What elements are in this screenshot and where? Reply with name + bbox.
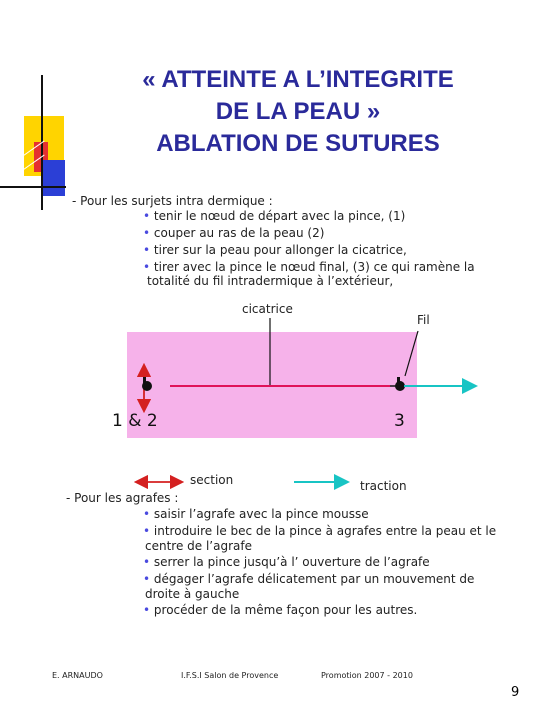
label-step-1-2: 1 & 2 xyxy=(112,411,158,431)
footer-school: I.F.S.I Salon de Provence xyxy=(181,671,279,680)
surjets-bullet-4: • tirer avec la pince le nœud final, (3) ce qui ramène la xyxy=(143,260,475,274)
bullet-icon: • xyxy=(143,572,154,586)
label-fil: Fil xyxy=(417,313,430,327)
bullet-icon: • xyxy=(143,603,154,617)
footer-author: E. ARNAUDO xyxy=(52,671,103,680)
fil-pointer-line xyxy=(405,331,418,376)
bullet-icon: • xyxy=(143,507,154,521)
agrafes-item-2-continuation: centre de l’agrafe xyxy=(145,539,252,553)
footer-promotion: Promotion 2007 - 2010 xyxy=(321,671,413,680)
agrafes-heading: - Pour les agrafes : xyxy=(66,491,179,505)
bullet-icon: • xyxy=(143,243,154,257)
surjets-bullet-2: • couper au ras de la peau (2) xyxy=(143,226,325,240)
forceps-right xyxy=(397,377,400,389)
surjets-heading: - Pour les surjets intra dermique : xyxy=(72,194,273,208)
legend-traction-label: traction xyxy=(360,479,407,493)
agrafes-item-4: • dégager l’agrafe délicatement par un mouvement de xyxy=(143,572,475,586)
agrafes-item-1: • saisir l’agrafe avec la pince mousse xyxy=(143,507,369,521)
slide-title: « ATTEINTE A L’INTEGRITE DE LA PEAU » ABLATION DE SUTURES xyxy=(142,66,454,157)
agrafes-item-2: • introduire le bec de la pince à agrafes entre la peau et le xyxy=(143,524,497,538)
bullet-icon: • xyxy=(143,260,154,274)
bullet-icon: • xyxy=(143,524,154,538)
surjets-continuation: totalité du fil intradermique à l’extérieur, xyxy=(147,274,394,288)
bullet-icon: • xyxy=(143,555,154,569)
agrafes-item-4-continuation: droite à gauche xyxy=(145,587,240,601)
agrafes-item-3: • serrer la pince jusqu’à l’ ouverture de l’agrafe xyxy=(143,555,430,569)
surjets-bullet-1: • tenir le nœud de départ avec la pince, (1) xyxy=(143,209,406,223)
label-cicatrice: cicatrice xyxy=(242,302,293,316)
surjets-bullet-3: • tirer sur la peau pour allonger la cicatrice, xyxy=(143,243,407,257)
forceps-left xyxy=(143,377,146,389)
bullet-icon: • xyxy=(143,226,154,240)
page-number: 9 xyxy=(511,685,520,700)
agrafes-item-5: • procéder de la même façon pour les autres. xyxy=(143,603,418,617)
bullet-icon: • xyxy=(143,209,154,223)
label-step-3: 3 xyxy=(394,411,405,431)
legend-section-label: section xyxy=(190,473,234,487)
